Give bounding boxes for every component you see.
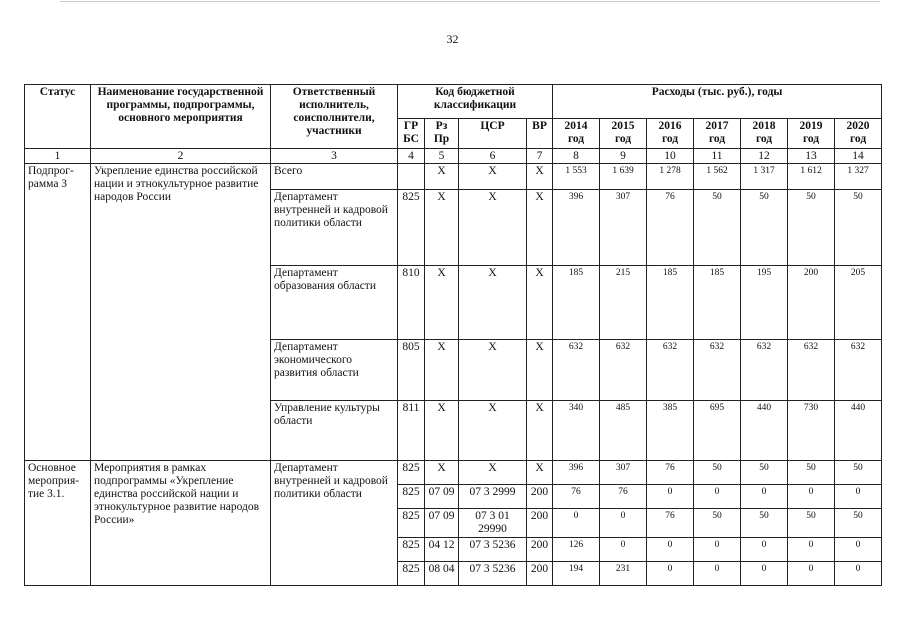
value-cell: 50 (788, 509, 835, 538)
value-cell: 632 (647, 340, 694, 401)
value-cell: 340 (553, 401, 600, 461)
col-number: 1 (25, 149, 91, 164)
value-cell: 50 (788, 190, 835, 266)
value-cell: 632 (788, 340, 835, 401)
vr-cell: 200 (527, 562, 553, 586)
csr-cell: Х (459, 401, 527, 461)
value-cell: 231 (600, 562, 647, 586)
value-cell: 695 (694, 401, 741, 461)
value-cell: 385 (647, 401, 694, 461)
rzpr-cell: 07 09 (425, 485, 459, 509)
rzpr-cell: 08 04 (425, 562, 459, 586)
value-cell: 0 (647, 538, 694, 562)
rzpr-cell: Х (425, 190, 459, 266)
value-cell: 1 278 (647, 164, 694, 190)
header-status: Статус (25, 85, 91, 149)
value-cell: 0 (788, 485, 835, 509)
csr-cell: 07 3 01 29990 (459, 509, 527, 538)
value-cell: 632 (741, 340, 788, 401)
value-cell: 50 (741, 190, 788, 266)
rzpr-cell: Х (425, 266, 459, 340)
top-edge-line (60, 1, 880, 2)
value-cell: 1 553 (553, 164, 600, 190)
header-budget-code: Код бюджетной классификации (398, 85, 553, 119)
rzpr-cell: Х (425, 340, 459, 401)
vr-cell: Х (527, 266, 553, 340)
executor-cell: Департамент внутренней и кадровой политики области (271, 190, 398, 266)
vr-cell: Х (527, 190, 553, 266)
rzpr-cell: 04 12 (425, 538, 459, 562)
grbs-cell: 810 (398, 266, 425, 340)
value-cell: 205 (835, 266, 882, 340)
value-cell: 185 (553, 266, 600, 340)
budget-table (24, 84, 882, 586)
value-cell: 50 (835, 461, 882, 485)
csr-cell: 07 3 5236 (459, 538, 527, 562)
value-cell: 0 (788, 538, 835, 562)
csr-cell: 07 3 5236 (459, 562, 527, 586)
rzpr-cell: 07 09 (425, 509, 459, 538)
value-cell: 1 612 (788, 164, 835, 190)
vr-cell: Х (527, 401, 553, 461)
header-year: 2015 год (600, 119, 647, 149)
executor-cell: Управление культуры области (271, 401, 398, 461)
vr-cell: 200 (527, 485, 553, 509)
value-cell: 632 (694, 340, 741, 401)
grbs-cell: 805 (398, 340, 425, 401)
executor-cell: Всего (271, 164, 398, 190)
value-cell: 0 (553, 509, 600, 538)
rzpr-cell: Х (425, 401, 459, 461)
page-number: 32 (446, 32, 459, 46)
header-executor: Ответственный исполнитель, соисполнители, участники (271, 85, 398, 149)
col-number: 9 (600, 149, 647, 164)
value-cell: 0 (788, 562, 835, 586)
col-number: 8 (553, 149, 600, 164)
value-cell: 200 (788, 266, 835, 340)
col-number: 13 (788, 149, 835, 164)
col-number: 10 (647, 149, 694, 164)
value-cell: 126 (553, 538, 600, 562)
vr-cell: Х (527, 164, 553, 190)
header-year: 2018 год (741, 119, 788, 149)
value-cell: 0 (835, 538, 882, 562)
grbs-cell: 825 (398, 509, 425, 538)
value-cell: 0 (741, 562, 788, 586)
header-year: 2014 год (553, 119, 600, 149)
value-cell: 76 (600, 485, 647, 509)
csr-cell: Х (459, 190, 527, 266)
executor-cell: Департамент экономического развития области (271, 340, 398, 401)
value-cell: 1 562 (694, 164, 741, 190)
grbs-cell: 825 (398, 461, 425, 485)
header-name: Наименование государственной программы, подпрограммы, основного мероприятия (91, 85, 271, 149)
value-cell: 185 (694, 266, 741, 340)
header-csr: ЦСР (459, 119, 527, 149)
value-cell: 632 (600, 340, 647, 401)
activity-name: Мероприятия в рамках подпрограммы «Укрепление единства российской нации и этнокультурное развитие народов России» (91, 461, 271, 586)
value-cell: 440 (835, 401, 882, 461)
header-year: 2017 год (694, 119, 741, 149)
header-year: 2016 год (647, 119, 694, 149)
value-cell: 50 (694, 190, 741, 266)
grbs-cell: 825 (398, 562, 425, 586)
table-row (25, 461, 882, 485)
value-cell: 76 (647, 461, 694, 485)
csr-cell: Х (459, 340, 527, 401)
value-cell: 632 (553, 340, 600, 401)
value-cell: 76 (647, 190, 694, 266)
rzpr-cell: Х (425, 164, 459, 190)
header-vr: ВР (527, 119, 553, 149)
header-expenses: Расходы (тыс. руб.), годы (553, 85, 882, 119)
col-number: 12 (741, 149, 788, 164)
value-cell: 185 (647, 266, 694, 340)
col-number: 4 (398, 149, 425, 164)
value-cell: 215 (600, 266, 647, 340)
col-number: 6 (459, 149, 527, 164)
value-cell: 307 (600, 190, 647, 266)
executor-cell: Департамент образования области (271, 266, 398, 340)
col-number: 2 (91, 149, 271, 164)
value-cell: 485 (600, 401, 647, 461)
csr-cell: Х (459, 461, 527, 485)
value-cell: 0 (835, 562, 882, 586)
vr-cell: Х (527, 461, 553, 485)
value-cell: 0 (741, 485, 788, 509)
value-cell: 194 (553, 562, 600, 586)
value-cell: 0 (694, 485, 741, 509)
col-number: 5 (425, 149, 459, 164)
value-cell: 396 (553, 461, 600, 485)
col-number: 14 (835, 149, 882, 164)
value-cell: 50 (835, 190, 882, 266)
grbs-cell (398, 164, 425, 190)
header-year: 2020 год (835, 119, 882, 149)
csr-cell: Х (459, 164, 527, 190)
value-cell: 0 (741, 538, 788, 562)
value-cell: 50 (835, 509, 882, 538)
col-number: 7 (527, 149, 553, 164)
value-cell: 396 (553, 190, 600, 266)
value-cell: 76 (553, 485, 600, 509)
value-cell: 50 (741, 461, 788, 485)
activity-executor: Департамент внутренней и кадровой политики области (271, 461, 398, 586)
value-cell: 50 (741, 509, 788, 538)
grbs-cell: 811 (398, 401, 425, 461)
value-cell: 0 (694, 538, 741, 562)
activity-status: Основное мероприя-тие 3.1. (25, 461, 91, 586)
value-cell: 307 (600, 461, 647, 485)
value-cell: 50 (788, 461, 835, 485)
grbs-cell: 825 (398, 190, 425, 266)
vr-cell: Х (527, 340, 553, 401)
value-cell: 50 (694, 509, 741, 538)
value-cell: 0 (647, 485, 694, 509)
grbs-cell: 825 (398, 485, 425, 509)
value-cell: 730 (788, 401, 835, 461)
header-grbs: ГР БС (398, 119, 425, 149)
value-cell: 1 327 (835, 164, 882, 190)
col-number: 3 (271, 149, 398, 164)
value-cell: 0 (835, 485, 882, 509)
value-cell: 1 639 (600, 164, 647, 190)
column-numbers-row (25, 149, 882, 164)
rzpr-cell: Х (425, 461, 459, 485)
value-cell: 440 (741, 401, 788, 461)
value-cell: 1 317 (741, 164, 788, 190)
value-cell: 76 (647, 509, 694, 538)
value-cell: 0 (600, 538, 647, 562)
col-number: 11 (694, 149, 741, 164)
csr-cell: Х (459, 266, 527, 340)
value-cell: 0 (647, 562, 694, 586)
header-rzpr: Рз Пр (425, 119, 459, 149)
table-row (25, 164, 882, 190)
value-cell: 50 (694, 461, 741, 485)
csr-cell: 07 3 2999 (459, 485, 527, 509)
vr-cell: 200 (527, 509, 553, 538)
value-cell: 195 (741, 266, 788, 340)
header-year: 2019 год (788, 119, 835, 149)
value-cell: 632 (835, 340, 882, 401)
subprogram-name: Укрепление единства российской нации и этнокультурное развитие народов России (91, 164, 271, 461)
vr-cell: 200 (527, 538, 553, 562)
grbs-cell: 825 (398, 538, 425, 562)
subprogram-status: Подпрог-рамма 3 (25, 164, 91, 461)
value-cell: 0 (600, 509, 647, 538)
value-cell: 0 (694, 562, 741, 586)
